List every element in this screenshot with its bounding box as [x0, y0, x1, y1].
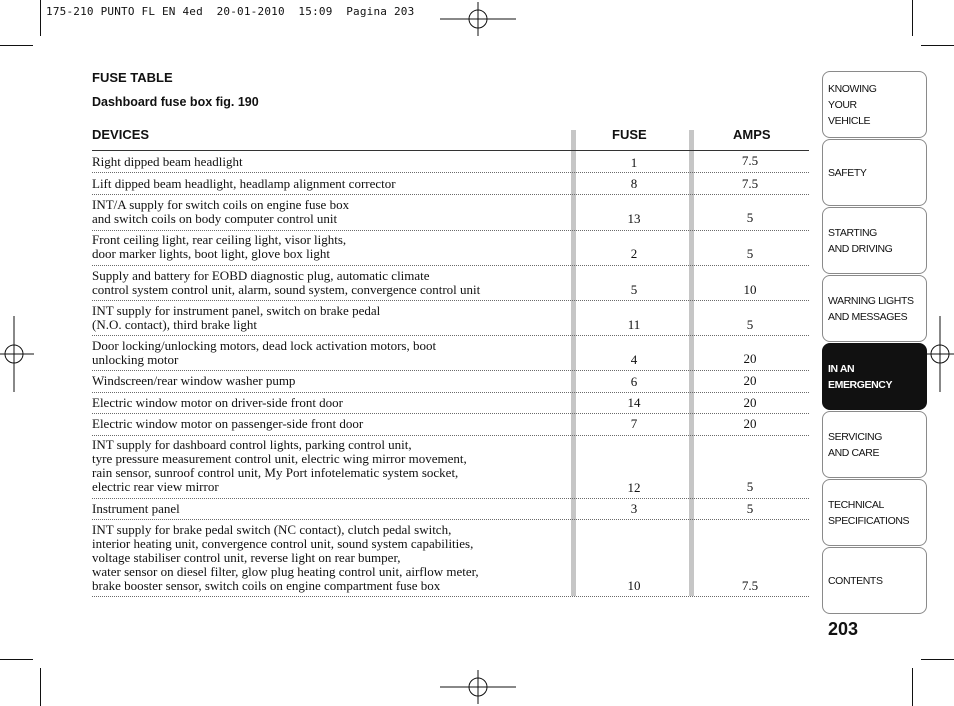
row-divider — [92, 435, 809, 436]
column-header-devices: DEVICES — [92, 127, 150, 142]
device-name: Lift dipped beam headlight, headlamp alignment corrector — [92, 176, 396, 191]
row-divider — [92, 519, 809, 520]
amps-value: 20 — [743, 416, 757, 431]
device-name: Right dipped beam headlight — [92, 154, 243, 169]
device-name: INT supply for brake pedal switch (NC contact), clutch pedal switch, interior heating unit, convergence control unit, sound system capabilities, voltage stabiliser control unit, reverse light on rear bumper, water sensor on diesel filter, glow plug heating control unit, airflow meter, brake booster sensor, switch coils on engine compartment fuse box — [92, 522, 479, 593]
device-name: Instrument panel — [92, 501, 180, 516]
device-name: INT supply for instrument panel, switch on brake pedal (N.O. contact), third brake light — [92, 303, 381, 332]
crop-mark — [40, 0, 41, 36]
device-name: Electric window motor on passenger-side front door — [92, 416, 364, 431]
fuse-number: 5 — [630, 282, 638, 297]
column-header-amps: AMPS — [733, 127, 771, 142]
fuse-number: 3 — [630, 501, 638, 516]
tab-safety[interactable]: SAFETY — [822, 139, 927, 206]
crop-mark — [40, 668, 41, 706]
row-divider — [92, 194, 809, 195]
device-name: INT/A supply for switch coils on engine fuse box and switch coils on body computer control unit — [92, 197, 350, 226]
column-divider-fuse — [571, 130, 576, 596]
fuse-number: 14 — [627, 395, 641, 410]
crop-mark — [0, 659, 33, 660]
amps-value: 5 — [746, 317, 754, 332]
registration-mark-left-icon — [0, 316, 34, 392]
amps-value: 5 — [746, 479, 754, 494]
tab-contents[interactable]: CONTENTS — [822, 547, 927, 614]
registration-mark-bottom-icon — [440, 670, 516, 704]
amps-value: 7.5 — [741, 153, 759, 168]
device-name: Front ceiling light, rear ceiling light, visor lights, door marker lights, boot light, glove box light — [92, 232, 347, 261]
device-name: INT supply for dashboard control lights, parking control unit, tyre pressure measurement control unit, electric wing mirror movement, rain sensor, sunroof control unit, My Port infotelematic system socket, electric rear view mirror — [92, 437, 467, 494]
tab-in-an-emergency[interactable]: IN AN EMERGENCY — [822, 343, 927, 410]
amps-value: 5 — [746, 246, 754, 261]
row-divider — [92, 370, 809, 371]
row-divider — [92, 300, 809, 301]
column-divider-amps — [689, 130, 694, 596]
amps-value: 5 — [746, 501, 754, 516]
tab-technical-specifications[interactable]: TECHNICAL SPECIFICATIONS — [822, 479, 927, 546]
amps-value: 10 — [743, 282, 757, 297]
amps-value: 20 — [743, 395, 757, 410]
tab-servicing-and-care[interactable]: SERVICING AND CARE — [822, 411, 927, 478]
fuse-number: 10 — [627, 578, 641, 593]
column-header-fuse: FUSE — [612, 127, 647, 142]
fuse-number: 2 — [630, 246, 638, 261]
tab-warning-lights-and-messages[interactable]: WARNING LIGHTS AND MESSAGES — [822, 275, 927, 342]
device-name: Door locking/unlocking motors, dead lock activation motors, boot unlocking motor — [92, 338, 437, 367]
amps-value: 7.5 — [741, 176, 759, 191]
fuse-number: 1 — [630, 155, 638, 170]
row-divider — [92, 392, 809, 393]
fuse-number: 6 — [630, 374, 638, 389]
registration-mark-top-icon — [440, 2, 516, 36]
device-name: Supply and battery for EOBD diagnostic plug, automatic climate control system control unit, alarm, sound system, convergence control unit — [92, 268, 481, 297]
row-divider — [92, 498, 809, 499]
row-divider — [92, 230, 809, 231]
amps-value: 7.5 — [741, 578, 759, 593]
crop-mark — [921, 45, 954, 46]
row-divider — [92, 265, 809, 266]
amps-value: 5 — [746, 210, 754, 225]
row-divider — [92, 413, 809, 414]
print-header: 175-210 PUNTO FL EN 4ed 20-01-2010 15:09 Pagina 203 — [46, 5, 415, 18]
amps-value: 20 — [743, 373, 757, 388]
device-name: Windscreen/rear window washer pump — [92, 373, 296, 388]
row-divider — [92, 335, 809, 336]
row-divider — [92, 596, 809, 597]
page-number: 203 — [828, 619, 859, 639]
device-name: Electric window motor on driver-side front door — [92, 395, 344, 410]
table-caption: Dashboard fuse box fig. 190 — [92, 95, 259, 109]
tab-starting-and-driving[interactable]: STARTING AND DRIVING — [822, 207, 927, 274]
fuse-number: 12 — [627, 480, 641, 495]
fuse-number: 11 — [627, 317, 641, 332]
crop-mark — [0, 45, 33, 46]
amps-value: 20 — [743, 351, 757, 366]
header-rule — [92, 150, 809, 151]
tab-knowing-your-vehicle[interactable]: KNOWING YOUR VEHICLE — [822, 71, 927, 138]
crop-mark — [912, 0, 913, 36]
fuse-number: 4 — [630, 352, 638, 367]
fuse-number: 8 — [630, 176, 638, 191]
fuse-number: 7 — [630, 416, 638, 431]
crop-mark — [921, 659, 954, 660]
row-divider — [92, 172, 809, 173]
section-title: FUSE TABLE — [92, 70, 173, 85]
fuse-number: 13 — [627, 211, 641, 226]
crop-mark — [912, 668, 913, 706]
